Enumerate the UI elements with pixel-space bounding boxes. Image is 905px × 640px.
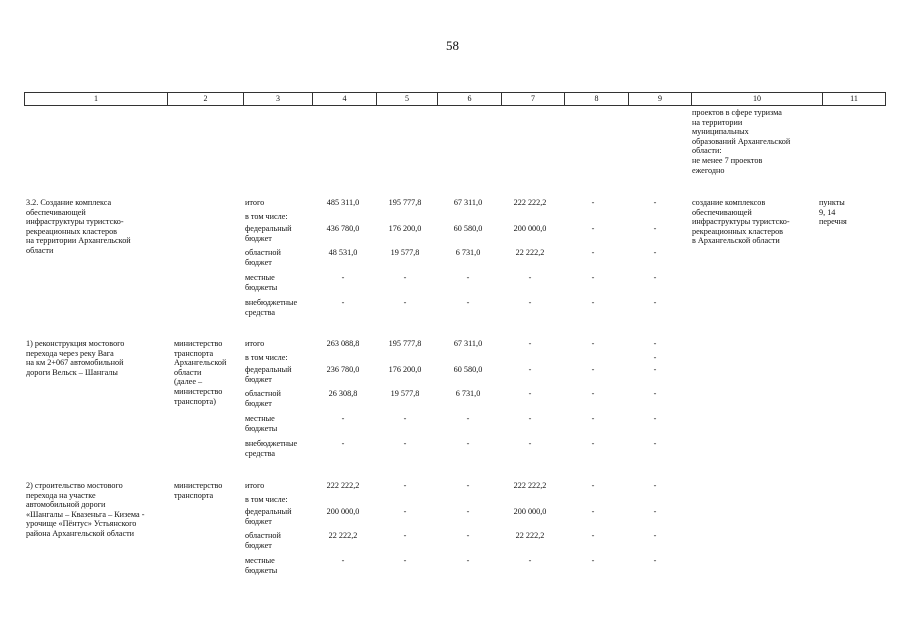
- funding-source-label: итого: [245, 481, 265, 490]
- funding-value: -: [591, 298, 595, 307]
- funding-value: -: [528, 389, 532, 398]
- funding-value: 48 531,0: [328, 248, 358, 257]
- funding-value: 195 777,8: [388, 198, 422, 207]
- funding-value: -: [341, 273, 345, 282]
- funding-value: -: [653, 198, 657, 207]
- executor: министерство: [174, 339, 223, 348]
- funding-source-label: бюджет: [245, 398, 272, 408]
- event-name: 1) реконструкция мостового: [26, 339, 125, 348]
- funding-value: 222 222,2: [513, 198, 547, 207]
- event-name: обеспечивающей: [26, 207, 86, 217]
- header-col-10: 10: [692, 93, 823, 106]
- funding-value: -: [466, 507, 470, 516]
- funding-value: 485 311,0: [326, 198, 360, 207]
- funding-value: -: [653, 531, 657, 540]
- funding-value: -: [591, 481, 595, 490]
- funding-value: 67 311,0: [453, 198, 483, 207]
- funding-value: 67 311,0: [453, 339, 483, 348]
- funding-value: -: [528, 365, 532, 374]
- funding-value: 6 731,0: [455, 389, 481, 398]
- funding-value: 22 222,2: [515, 531, 545, 540]
- funding-value: -: [403, 556, 407, 565]
- funding-source-label: в том числе:: [245, 212, 288, 221]
- funding-source-label: местные: [245, 414, 275, 423]
- funding-value: -: [341, 414, 345, 423]
- funding-source-label: областной: [245, 531, 281, 540]
- funding-value: -: [591, 507, 595, 516]
- funding-value: -: [653, 273, 657, 282]
- funding-value: 200 000,0: [513, 224, 547, 233]
- event-name: «Шангалы – Квазеньга – Кизема -: [26, 509, 145, 519]
- carry-over-result-text: муниципальных: [692, 127, 749, 137]
- funding-value: -: [341, 439, 345, 448]
- executor: области: [174, 367, 202, 377]
- page-number: 58: [446, 38, 459, 53]
- funding-source-label: областной: [245, 389, 281, 398]
- funding-value: -: [591, 273, 595, 282]
- header-col-8: 8: [565, 93, 629, 106]
- funding-value: 222 222,2: [326, 481, 360, 490]
- executor: транспорта): [174, 396, 216, 406]
- funding-value: -: [653, 365, 657, 374]
- funding-value: -: [528, 414, 532, 423]
- funding-source-label: бюджеты: [245, 565, 278, 575]
- funding-source-label: бюджеты: [245, 423, 278, 433]
- header-col-3: 3: [244, 93, 313, 106]
- funding-value: 195 777,8: [388, 339, 422, 348]
- funding-value: -: [591, 556, 595, 565]
- funding-source-label: местные: [245, 273, 275, 282]
- funding-value: -: [653, 507, 657, 516]
- header-col-7: 7: [502, 93, 565, 106]
- executor: транспорта: [174, 490, 214, 500]
- funding-value: -: [591, 248, 595, 257]
- funding-value: -: [466, 481, 470, 490]
- funding-value: -: [653, 224, 657, 233]
- event-name: урочище «Пёнтус» Устьянского: [26, 519, 137, 529]
- event-name: перехода на участке: [26, 490, 96, 500]
- event-name: инфраструктуры туристско-: [26, 217, 124, 227]
- funding-value: -: [653, 339, 657, 348]
- funding-value: 236 780,0: [326, 365, 360, 374]
- executor: министерство: [174, 387, 223, 396]
- funding-source-label: бюджет: [245, 516, 272, 526]
- executor: министерство: [174, 481, 223, 490]
- funding-value: 200 000,0: [513, 507, 547, 516]
- executor: транспорта: [174, 348, 214, 358]
- funding-value: 176 200,0: [388, 224, 422, 233]
- funding-source-label: федеральный: [245, 365, 292, 374]
- funding-value: -: [653, 248, 657, 257]
- expected-result: создание комплексов: [692, 198, 766, 207]
- carry-over-result-text: области:: [692, 146, 722, 156]
- reference: 9, 14: [819, 207, 836, 217]
- funding-value: -: [466, 531, 470, 540]
- funding-value: -: [591, 198, 595, 207]
- event-name: на км 2+067 автомобильной: [26, 358, 124, 368]
- funding-value: 60 580,0: [453, 224, 483, 233]
- funding-value: -: [528, 273, 532, 282]
- event-name: перехода через реку Вага: [26, 348, 114, 358]
- funding-value: -: [341, 556, 345, 565]
- funding-value: -: [653, 414, 657, 423]
- funding-source-label: бюджет: [245, 257, 272, 267]
- header-col-5: 5: [377, 93, 438, 106]
- funding-value: -: [466, 273, 470, 282]
- funding-value: -: [653, 439, 657, 448]
- executor: Архангельской: [174, 358, 227, 368]
- header-col-9: 9: [629, 93, 692, 106]
- funding-source-label: бюджет: [245, 374, 272, 384]
- funding-source-label: внебюджетные: [245, 439, 298, 448]
- header-col-2: 2: [168, 93, 244, 106]
- funding-value: 263 088,8: [326, 339, 360, 348]
- funding-value: -: [528, 439, 532, 448]
- funding-value: 22 222,2: [515, 248, 545, 257]
- funding-value: 200 000,0: [326, 507, 360, 516]
- funding-source-label: внебюджетные: [245, 298, 298, 307]
- funding-value: -: [403, 507, 407, 516]
- funding-value: 19 577,8: [390, 389, 420, 398]
- funding-source-label: областной: [245, 248, 281, 257]
- reference: перечня: [819, 217, 847, 227]
- funding-value: 222 222,2: [513, 481, 547, 490]
- funding-value: -: [403, 439, 407, 448]
- funding-value: 22 222,2: [328, 531, 358, 540]
- expected-result: инфраструктуры туристско-: [692, 217, 790, 227]
- funding-value: -: [591, 389, 595, 398]
- funding-source-label: в том числе:: [245, 495, 288, 504]
- funding-value: -: [591, 531, 595, 540]
- carry-over-result-text: проектов в сфере туризма: [692, 108, 782, 117]
- header-col-6: 6: [438, 93, 502, 106]
- funding-source-label: федеральный: [245, 224, 292, 233]
- carry-over-result-text: образований Архангельской: [692, 136, 791, 146]
- funding-source-label: итого: [245, 198, 265, 207]
- funding-value: 6 731,0: [455, 248, 481, 257]
- reference: пункты: [819, 198, 845, 207]
- carry-over-result-text: ежегодно: [692, 165, 725, 175]
- funding-value: -: [591, 365, 595, 374]
- funding-value: -: [403, 273, 407, 282]
- funding-value: 176 200,0: [388, 365, 422, 374]
- event-name: рекреационных кластеров: [26, 226, 118, 236]
- funding-source-label: бюджеты: [245, 282, 278, 292]
- executor: (далее –: [174, 377, 203, 387]
- funding-source-label: средства: [245, 307, 276, 317]
- funding-value: -: [591, 439, 595, 448]
- funding-value: 60 580,0: [453, 365, 483, 374]
- event-name: автомобильной дороги: [26, 500, 106, 510]
- expected-result: обеспечивающей: [692, 207, 752, 217]
- carry-over-result-text: не менее 7 проектов: [692, 156, 763, 165]
- funding-value: -: [653, 389, 657, 398]
- funding-value: -: [466, 439, 470, 448]
- funding-value: -: [653, 481, 657, 490]
- funding-source-label: федеральный: [245, 507, 292, 516]
- funding-source-label: бюджет: [245, 540, 272, 550]
- funding-value: -: [591, 339, 595, 348]
- funding-value: -: [591, 224, 595, 233]
- funding-value: -: [591, 414, 595, 423]
- carry-over-result-text: на территории: [692, 117, 743, 127]
- funding-value: -: [341, 298, 345, 307]
- header-col-11: 11: [823, 93, 886, 106]
- funding-source-label: бюджет: [245, 233, 272, 243]
- funding-value: 26 308,8: [328, 389, 358, 398]
- event-name: области: [26, 246, 54, 255]
- header-col-4: 4: [313, 93, 377, 106]
- expected-result: в Архангельской области: [692, 236, 780, 246]
- funding-value: -: [653, 353, 657, 362]
- column-number-header: [24, 92, 886, 106]
- funding-source-label: местные: [245, 556, 275, 565]
- event-name: на территории Архангельской: [26, 236, 131, 246]
- funding-value: -: [528, 298, 532, 307]
- funding-source-label: средства: [245, 448, 276, 458]
- funding-value: -: [466, 556, 470, 565]
- funding-value: -: [403, 298, 407, 307]
- event-name: 3.2. Создание комплекса: [26, 198, 112, 207]
- funding-value: -: [403, 481, 407, 490]
- funding-value: -: [466, 414, 470, 423]
- funding-value: 436 780,0: [326, 224, 360, 233]
- funding-source-label: итого: [245, 339, 265, 348]
- funding-value: -: [403, 414, 407, 423]
- funding-value: -: [653, 298, 657, 307]
- funding-value: -: [528, 339, 532, 348]
- funding-value: 19 577,8: [390, 248, 420, 257]
- funding-value: -: [466, 298, 470, 307]
- funding-value: -: [528, 556, 532, 565]
- funding-value: -: [403, 531, 407, 540]
- event-name: района Архангельской области: [26, 529, 135, 538]
- header-col-1: 1: [25, 93, 168, 106]
- event-name: 2) строительство мостового: [26, 481, 123, 490]
- event-name: дороги Вельск – Шангалы: [26, 367, 118, 377]
- funding-source-label: в том числе:: [245, 353, 288, 362]
- expected-result: рекреационных кластеров: [692, 226, 784, 236]
- funding-value: -: [653, 556, 657, 565]
